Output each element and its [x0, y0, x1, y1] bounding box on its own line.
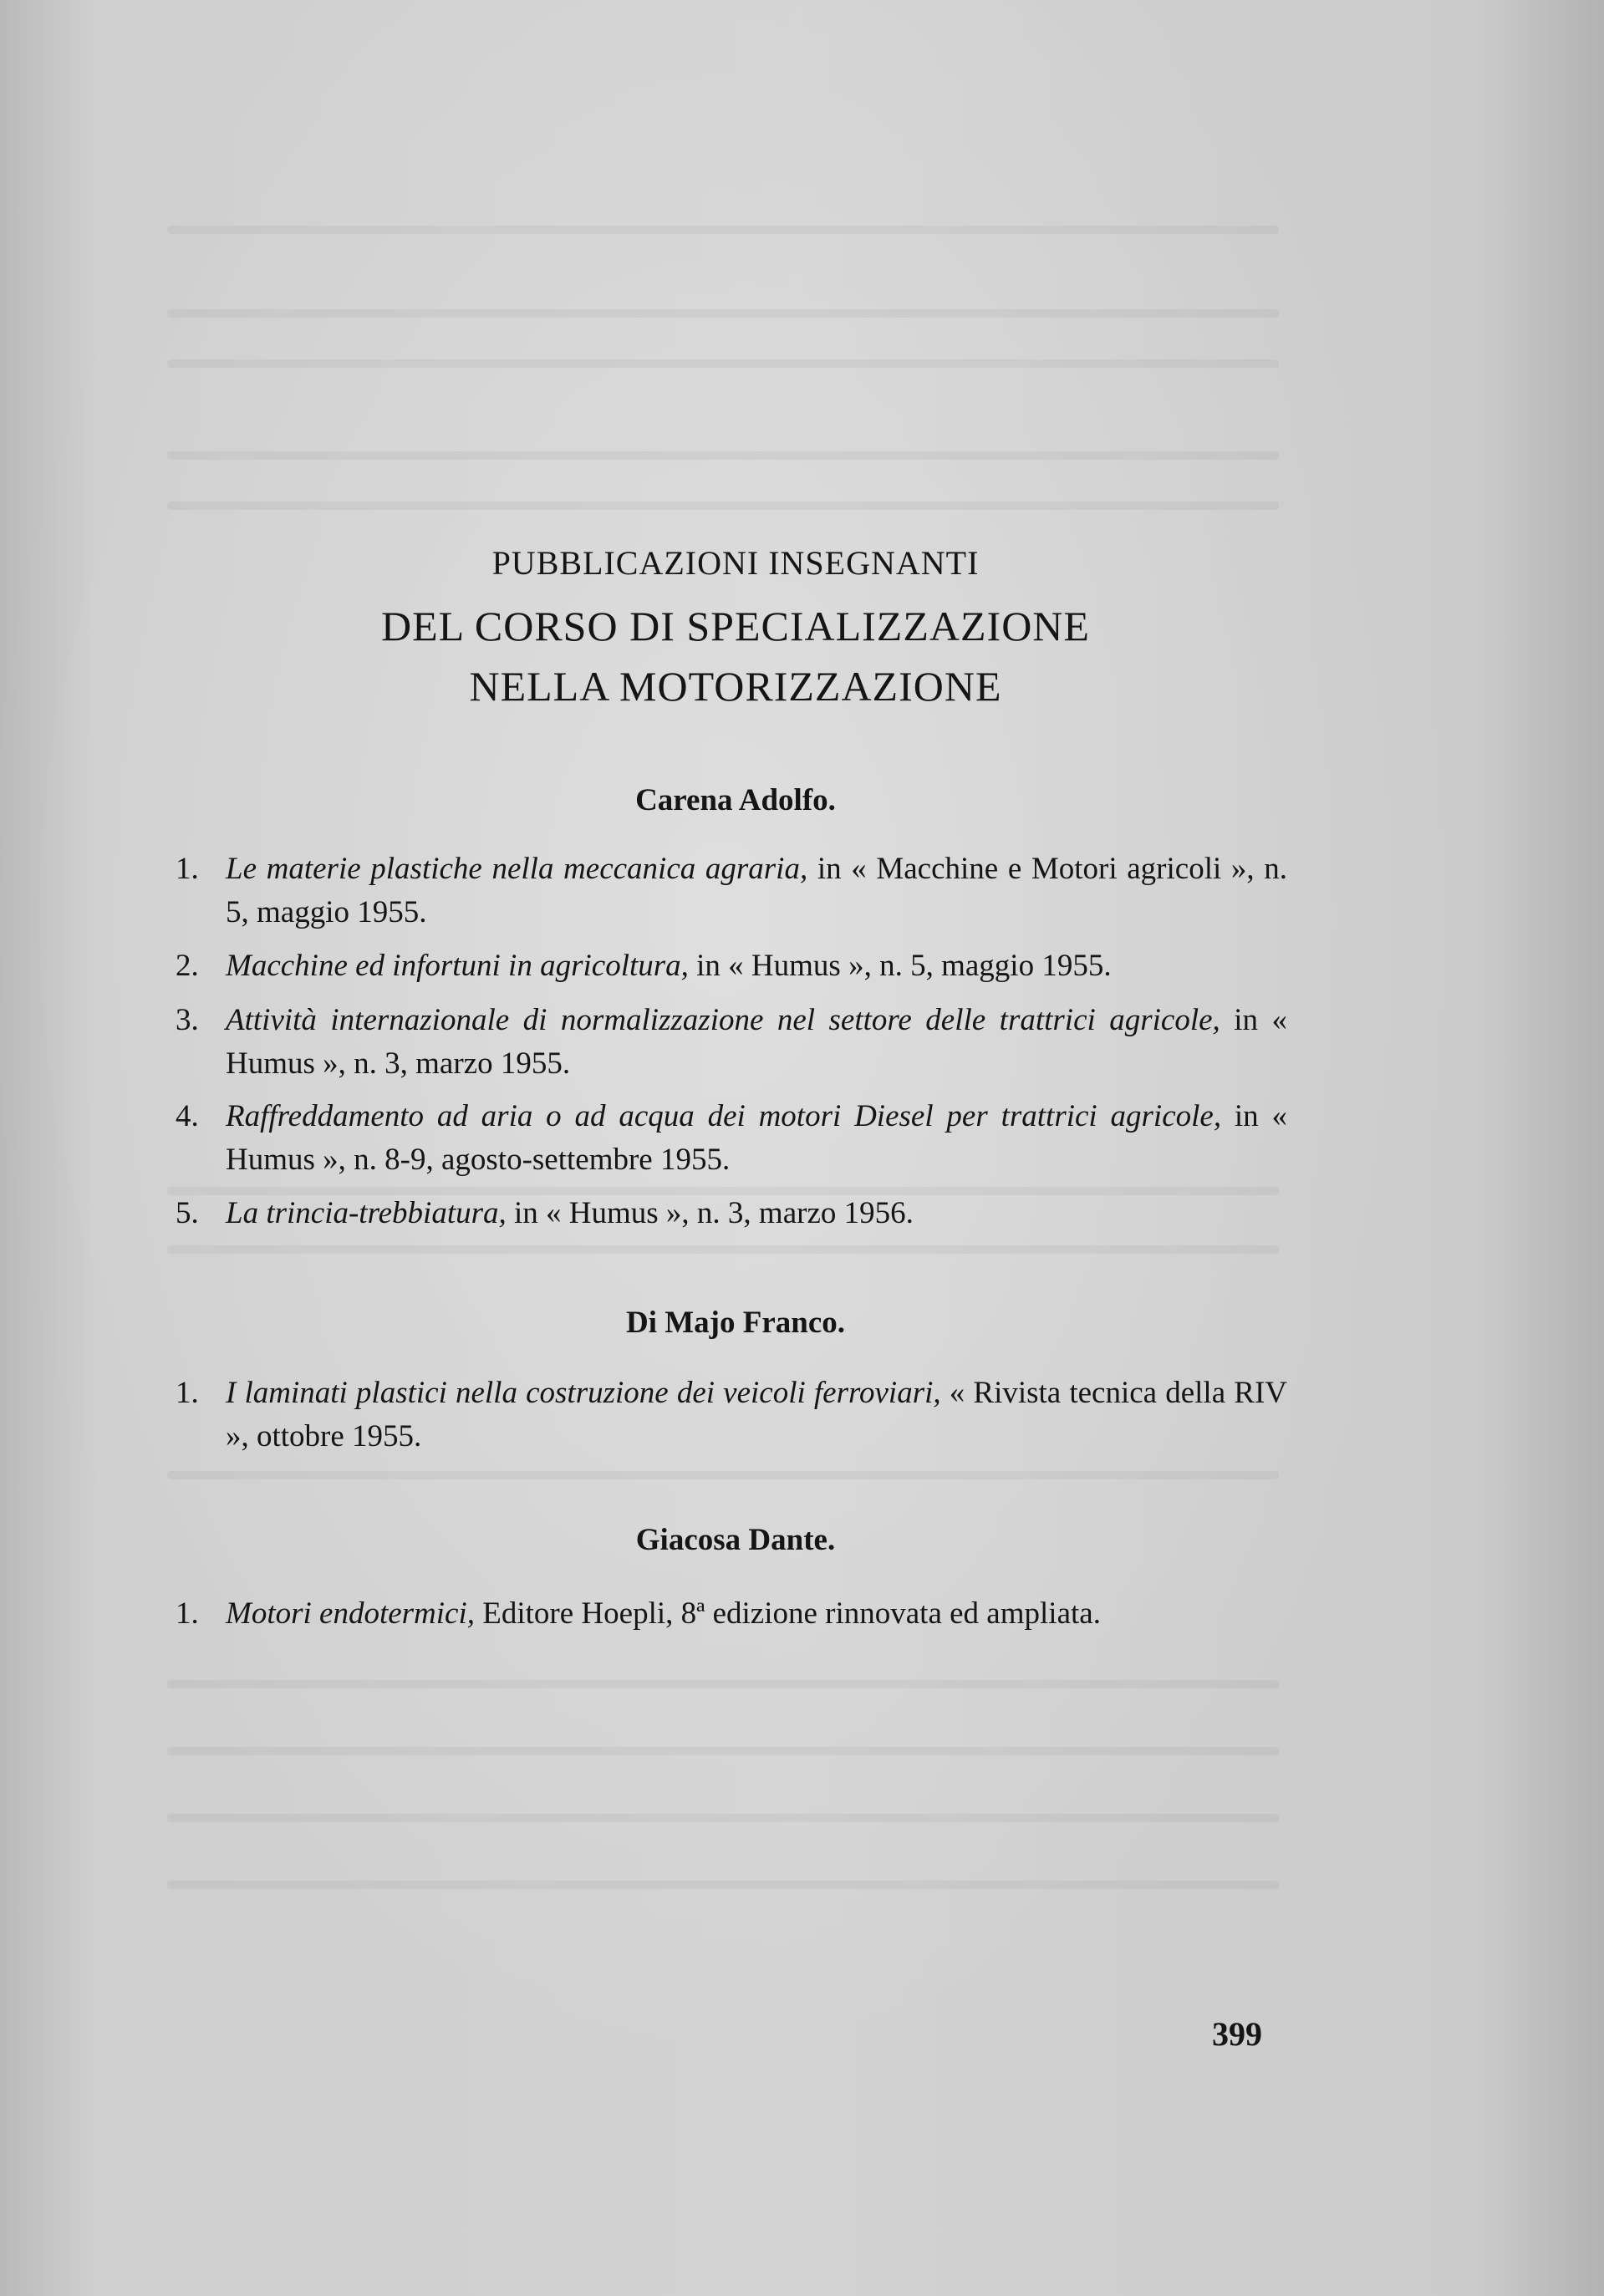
author-name: Giacosa Dante.	[635, 1523, 836, 1557]
entry-title: I laminati plastici nella costruzione dei veicoli ferroviari,	[226, 1376, 941, 1410]
entry-title: Attività internazionale di normalizzazione nel settore delle trattrici agricole,	[226, 1003, 1220, 1037]
entry-number: 1.	[176, 852, 199, 886]
bibliography-entry	[176, 1372, 1287, 1459]
entry-title: Macchine ed infortuni in agricoltura,	[226, 949, 689, 983]
author-name: Carena Adolfo.	[635, 783, 836, 817]
entry-title: Motori endotermici,	[226, 1596, 476, 1631]
entry-source: in « Humus », n. 3, marzo 1956.	[506, 1196, 914, 1230]
show-through-line	[167, 1747, 1279, 1755]
entry-source: in « Humus », n. 8-9, agosto-settembre 1955.	[226, 1099, 1288, 1177]
bibliography-entry	[176, 1192, 1287, 1235]
entry-source: in « Macchine e Motori agricoli », n. 5, maggio 1955.	[226, 852, 1288, 929]
entry-source: in « Humus », n. 5, maggio 1955.	[688, 949, 1112, 983]
author-name: Di Majo Franco.	[625, 1306, 846, 1340]
entry-title: Le materie plastiche nella meccanica agraria,	[226, 852, 808, 886]
show-through-line	[167, 359, 1279, 368]
entry-number: 4.	[176, 1099, 199, 1133]
section-title-line2: NELLA MOTORIZZAZIONE	[469, 663, 1002, 710]
show-through-line	[167, 1471, 1279, 1479]
bibliography-entry	[176, 999, 1287, 1086]
bibliography-entry	[176, 1095, 1287, 1182]
bibliography-entry	[176, 848, 1287, 934]
entry-number: 1.	[176, 1376, 199, 1410]
entry-title: La trincia-trebbiatura,	[226, 1196, 507, 1230]
show-through-line	[167, 501, 1279, 510]
bibliography-entry	[176, 944, 1287, 988]
entry-text	[226, 944, 1287, 988]
entry-number: 1.	[176, 1596, 199, 1631]
show-through-line	[167, 451, 1279, 460]
entry-number: 3.	[176, 1003, 199, 1037]
entry-source: in « Humus », n. 3, marzo 1955.	[226, 1003, 1288, 1081]
entry-text	[226, 1192, 1287, 1235]
entry-text	[226, 1372, 1287, 1459]
entry-number: 2.	[176, 949, 199, 983]
entry-text	[226, 848, 1287, 934]
section-title-line1: DEL CORSO DI SPECIALIZZAZIONE	[381, 603, 1090, 649]
entry-source: Editore Hoepli, 8ª edizione rinnovata ed ampliata.	[475, 1596, 1101, 1631]
show-through-line	[167, 1814, 1279, 1822]
show-through-line	[167, 1881, 1279, 1889]
show-through-line	[167, 226, 1279, 234]
show-through-line	[167, 309, 1279, 318]
bibliography-entry	[176, 1592, 1287, 1636]
entry-source: « Rivista tecnica della RIV », ottobre 1955.	[226, 1376, 1287, 1453]
show-through-line	[167, 1680, 1279, 1688]
entry-number: 5.	[176, 1196, 199, 1230]
page-number: 399	[1212, 2015, 1262, 2053]
entry-text	[226, 1095, 1287, 1182]
entry-text	[226, 999, 1287, 1086]
show-through-line	[167, 1245, 1279, 1254]
section-heading: PUBBLICAZIONI INSEGNANTI	[491, 544, 980, 582]
entry-text	[226, 1592, 1287, 1636]
entry-title: Raffreddamento ad aria o ad acqua dei motori Diesel per trattrici agricole,	[226, 1099, 1222, 1133]
